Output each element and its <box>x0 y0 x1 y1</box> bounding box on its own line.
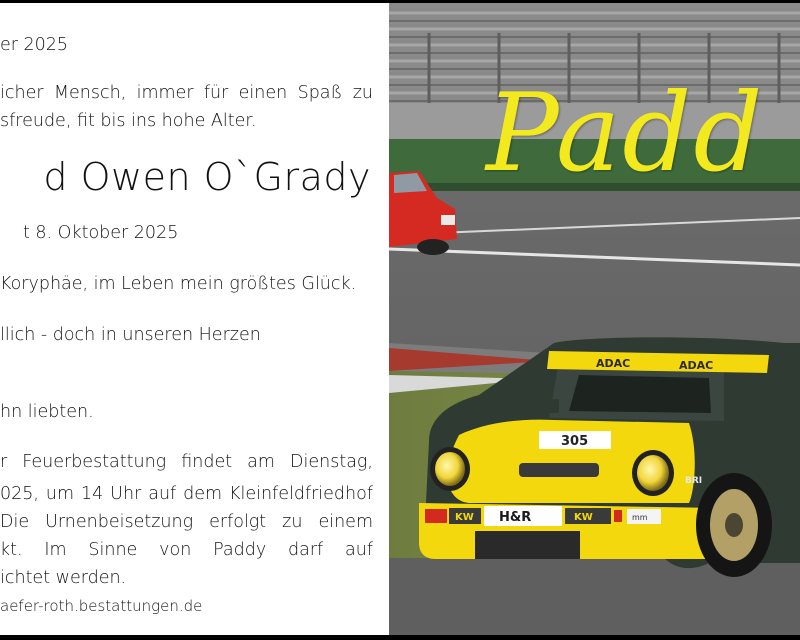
intro-line-1: icher Mensch, immer für einen Spaß zu <box>0 83 373 103</box>
obituary-card <box>0 3 800 635</box>
memory-line: llich - doch in unseren Herzen <box>0 325 261 345</box>
script-nickname: Padd <box>486 71 765 196</box>
race-car-photo <box>389 3 800 635</box>
funeral-line-3: Die Urnenbeisetzung erfolgt zu einem <box>0 512 373 532</box>
plate-far-right-label: mm <box>632 513 648 522</box>
bonnet-number: 305 <box>561 434 589 449</box>
intro-line-2: sfreude, fit bis ins hohe Alter. <box>0 111 257 131</box>
windshield-banner-right: ADAC <box>679 359 714 372</box>
funeral-line-1: r Feuerbestattung findet am Dienstag, <box>0 452 373 472</box>
plate-center-label: H&R <box>499 510 532 525</box>
funeral-line-2: 025, um 14 Uhr auf dem Kleinfeldfriedhof <box>0 484 373 504</box>
windshield-banner-left: ADAC <box>596 357 631 370</box>
side-sponsor-label: BRI <box>685 476 703 486</box>
funeral-line-4: kt. Im Sinne von Paddy darf auf <box>0 540 373 560</box>
funeral-home-website: aefer-roth.bestattungen.de <box>0 597 203 615</box>
plate-left-label: KW <box>455 512 474 523</box>
loved-line: hn liebten. <box>0 402 94 422</box>
deceased-name: d Owen O`Grady <box>43 155 371 199</box>
notice-text-panel <box>0 3 389 635</box>
notice-date-fragment: er 2025 <box>0 35 69 55</box>
quote-line: Koryphäe, im Leben mein größtes Glück. <box>0 274 357 294</box>
plate-right-label: KW <box>574 512 593 523</box>
funeral-line-5: ichtet werden. <box>0 568 127 588</box>
death-date: t 8. Oktober 2025 <box>23 223 179 243</box>
